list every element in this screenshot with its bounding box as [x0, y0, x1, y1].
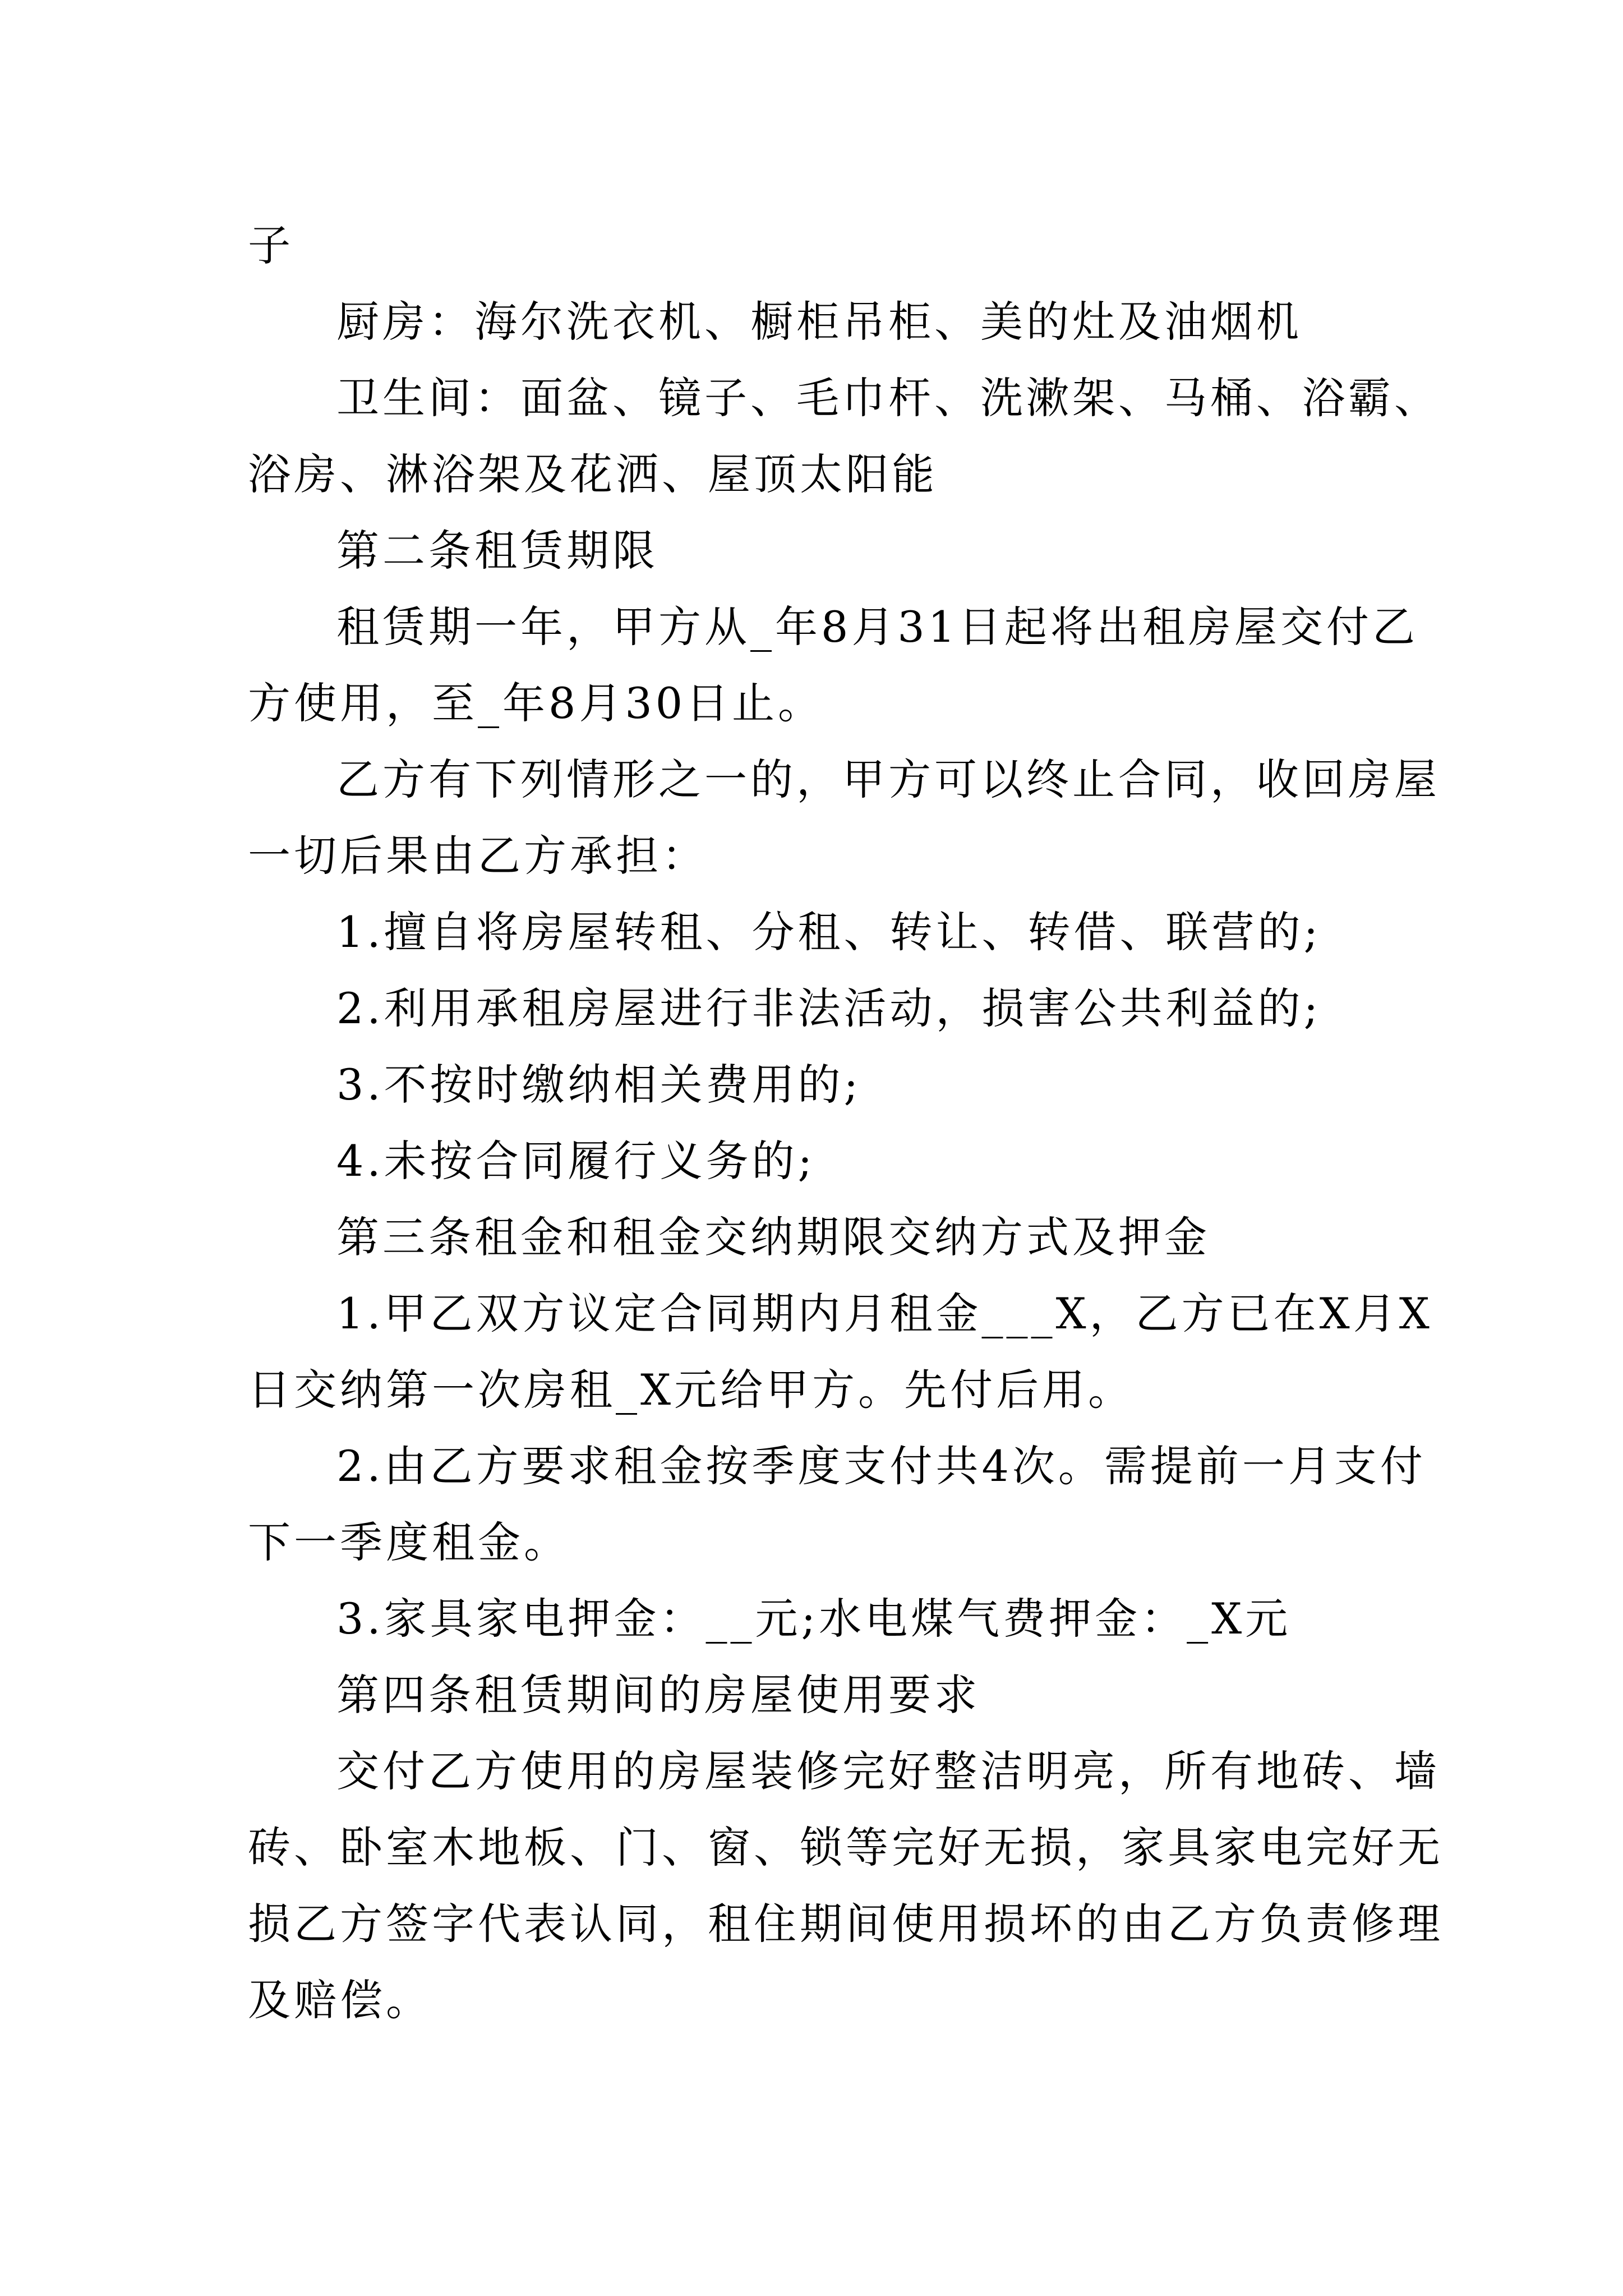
list-item: 1.甲乙双方议定合同期内月租金___X，乙方已在X月X [336, 1289, 1433, 1338]
list-item: 3.不按时缴纳相关费用的; [336, 1060, 862, 1110]
list-item: 2.由乙方要求租金按季度支付共4次。需提前一月支付 [336, 1441, 1426, 1491]
text-line: 子 [248, 220, 294, 270]
text-line: 一切后果由乙方承担： [248, 831, 708, 881]
text-line: 浴房、淋浴架及花洒、屋顶太阳能 [248, 449, 938, 499]
list-item: 4.未按合同履行义务的; [336, 1136, 816, 1186]
text-line: 乙方有下列情形之一的，甲方可以终止合同，收回房屋 [336, 754, 1440, 804]
list-item: 3.家具家电押金：__元;水电煤气费押金：_X元 [336, 1594, 1292, 1644]
text-line: 砖、卧室木地板、门、窗、锁等完好无损，家具家电完好无 [248, 1823, 1444, 1872]
section-heading: 第四条租赁期间的房屋使用要求 [336, 1670, 980, 1720]
section-heading: 第三条租金和租金交纳期限交纳方式及押金 [336, 1212, 1210, 1262]
list-item: 1.擅自将房屋转租、分租、转让、转借、联营的; [336, 907, 1322, 957]
text-line: 交付乙方使用的房屋装修完好整洁明亮，所有地砖、墙 [336, 1746, 1440, 1796]
text-line: 租赁期一年，甲方从_年8月31日起将出租房屋交付乙 [336, 602, 1419, 652]
text-line: 厨房：海尔洗衣机、橱柜吊柜、美的灶及油烟机 [336, 297, 1302, 347]
text-line: 及赔偿。 [248, 1975, 432, 2025]
list-item: 2.利用承租房屋进行非法活动，损害公共利益的; [336, 983, 1322, 1033]
document-body [248, 208, 1444, 2039]
text-line: 日交纳第一次房租_X元给甲方。先付后用。 [248, 1365, 1135, 1415]
text-line: 方使用，至_年8月30日止。 [248, 678, 824, 728]
text-line: 下一季度租金。 [248, 1517, 570, 1567]
section-heading: 第二条租赁期限 [336, 526, 658, 576]
text-line: 卫生间：面盆、镜子、毛巾杆、洗漱架、马桶、浴霸、 [336, 373, 1440, 423]
text-line: 损乙方签字代表认同，租住期间使用损坏的由乙方负责修理 [248, 1899, 1444, 1949]
